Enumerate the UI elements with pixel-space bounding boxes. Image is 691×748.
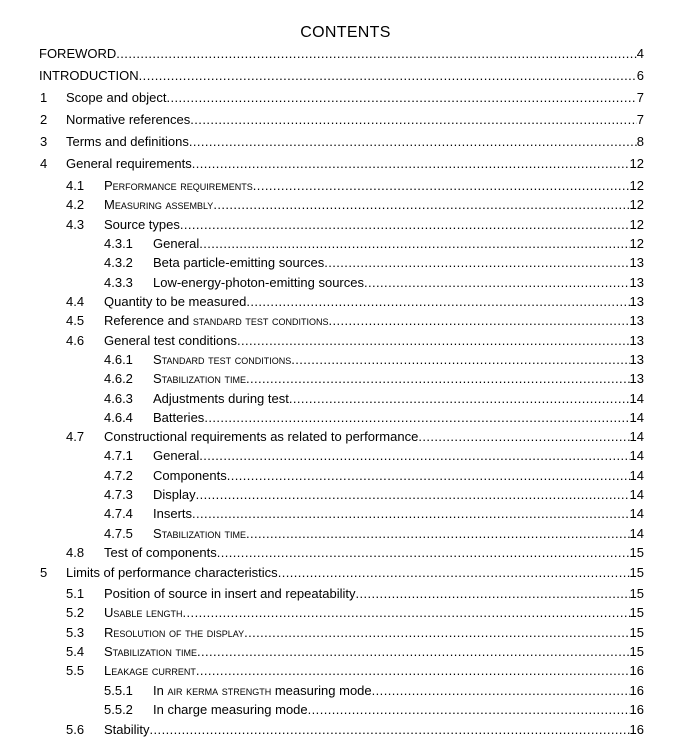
toc-entry[interactable] [104,699,644,717]
toc-entry[interactable] [66,660,644,678]
toc-entry-page-number: 14 [629,468,644,483]
dot-leader [244,625,629,640]
toc-entry[interactable] [66,194,644,212]
dot-leader [116,46,636,61]
toc-entry-label: Scope and object [66,90,167,105]
toc-entry-number: 4.7 [66,429,85,444]
toc-entry[interactable] [104,465,644,483]
toc-entry-label: Stabilization time [104,644,197,659]
toc-entry-number: 4.6.3 [104,391,133,406]
toc-entry-page-number: 12 [629,178,644,193]
dot-leader [372,683,630,698]
toc-entry-label: Batteries [153,410,205,425]
toc-entry-label: Display [153,487,196,502]
toc-entry-number: 5.1 [66,586,85,601]
toc-entry[interactable] [40,153,644,171]
toc-entry-number: 5.5.1 [104,683,133,698]
toc-entry-number: 3 [40,134,48,149]
toc-entry-number: 4.3.1 [104,236,133,251]
toc-entry-page-number: 13 [629,352,644,367]
toc-entry[interactable] [104,388,644,406]
toc-entry-number: 4.7.3 [104,487,133,502]
toc-entry-number: 4.6 [66,333,85,348]
toc-entry-label: Test of components [104,545,217,560]
toc-entry-page-number: 6 [636,68,644,83]
toc-entry-number: 5.2 [66,605,85,620]
toc-entry[interactable] [104,680,644,698]
toc-entry[interactable] [66,291,644,309]
toc-entry-page-number: 12 [629,236,644,251]
toc-entry-number: 4.7.4 [104,506,133,521]
dot-leader [197,644,630,659]
dot-leader [418,429,629,444]
toc-entry[interactable] [66,641,644,659]
toc-entry-label-part: In [153,683,168,698]
toc-entry[interactable] [104,368,644,386]
toc-entry[interactable] [104,445,644,463]
toc-entry[interactable] [104,523,644,541]
toc-entry-page-number: 8 [636,134,644,149]
toc-entry-number: 4 [40,156,48,171]
toc-entry-page-number: 15 [629,545,644,560]
toc-entry[interactable] [66,310,644,328]
toc-entry-number: 5 [40,565,48,580]
toc-entry[interactable] [40,87,644,105]
toc-entry-page-number: 7 [636,112,644,127]
toc-entry[interactable] [104,407,644,425]
toc-entry[interactable] [66,542,644,560]
toc-entry-number: 4.8 [66,545,85,560]
toc-entry-label: Resolution of the display [104,625,245,640]
toc-entry-label: Normative references [66,112,191,127]
toc-entry-label [104,313,328,328]
toc-entry-number: 2 [40,112,48,127]
toc-entry-label: Stabilization time [153,371,246,386]
toc-entry[interactable] [104,252,644,270]
dot-leader [196,487,630,502]
dot-leader [190,112,636,127]
toc-entry-page-number: 14 [629,391,644,406]
toc-entry-label-part: measuring mode [271,683,372,698]
dot-leader [150,722,630,737]
toc-entry[interactable] [104,349,644,367]
toc-entry-page-number: 15 [629,565,644,580]
toc-entry-page-number: 13 [629,333,644,348]
dot-leader [289,391,630,406]
toc-entry-label: Performance requirements [104,178,253,193]
toc-entry-page-number: 4 [636,46,644,61]
toc-entry-label-part: air kerma strength [167,683,272,698]
toc-entry[interactable] [66,330,644,348]
toc-entry-number: 4.2 [66,197,85,212]
toc-entry-number: 1 [40,90,48,105]
toc-entry-label: Components [153,468,227,483]
toc-entry[interactable] [104,233,644,251]
toc-entry-page-number: 15 [629,644,644,659]
dot-leader [291,352,629,367]
dot-leader [217,545,630,560]
dot-leader [355,586,629,601]
toc-entry-label: Source types [104,217,180,232]
toc-entry[interactable] [104,484,644,502]
dot-leader [246,294,629,309]
toc-entry-page-number: 14 [629,429,644,444]
toc-entry-page-number: 13 [629,275,644,290]
dot-leader [192,156,630,171]
toc-entry-label: Limits of performance characteristics [66,565,278,580]
dot-leader [189,134,637,149]
dot-leader [166,90,636,105]
toc-entry-page-number: 14 [629,487,644,502]
dot-leader [253,178,630,193]
toc-entry-number: 4.4 [66,294,85,309]
toc-entry-page-number: 13 [629,294,644,309]
toc-entry-page-number: 12 [629,217,644,232]
toc-entry-label: General [153,236,200,251]
toc-entry[interactable] [66,622,644,640]
toc-entry-label: Measuring assembly [104,197,214,212]
toc-entry-page-number: 14 [629,410,644,425]
toc-entry[interactable] [39,65,644,83]
toc-entry-number: 4.3.3 [104,275,133,290]
toc-entry-label: INTRODUCTION [39,68,139,83]
dot-leader [246,371,630,386]
toc-entry-number: 4.5 [66,313,85,328]
toc-entry-page-number: 16 [629,663,644,678]
toc-entry-page-number: 13 [629,313,644,328]
toc-entry-page-number: 16 [629,722,644,737]
toc-entry-page-number: 15 [629,605,644,620]
dot-leader [196,663,630,678]
toc-entry[interactable] [40,562,644,580]
toc-entry[interactable] [66,426,644,444]
toc-entry-number: 5.5 [66,663,85,678]
toc-entry-page-number: 7 [636,90,644,105]
toc-entry-page-number: 14 [629,448,644,463]
toc-entry-page-number: 13 [629,255,644,270]
toc-entry-number: 5.3 [66,625,85,640]
dot-leader [278,565,630,580]
toc-entry[interactable] [39,43,644,61]
dot-leader [213,197,629,212]
toc-entry-page-number: 12 [629,156,644,171]
dot-leader [180,217,630,232]
toc-entry-label-part: Reference and [104,313,193,328]
toc-entry-page-number: 16 [629,702,644,717]
toc-entry[interactable] [104,272,644,290]
dot-leader [246,526,630,541]
toc-entry-label: Terms and definitions [66,134,189,149]
toc-entry-label: Quantity to be measured [104,294,247,309]
toc-entry[interactable] [40,109,644,127]
dot-leader [199,448,629,463]
dot-leader [192,506,630,521]
dot-leader [204,410,629,425]
toc-entry-page-number: 15 [629,625,644,640]
toc-entry-number: 4.6.4 [104,410,133,425]
toc-entry-page-number: 13 [629,371,644,386]
toc-entry-label: Stabilization time [153,526,246,541]
toc-entry-label [153,683,372,698]
dot-leader [139,68,637,83]
toc-entry-number: 4.6.2 [104,371,133,386]
toc-entry-number: 4.7.5 [104,526,133,541]
toc-entry-label: General test conditions [104,333,237,348]
toc-entry[interactable] [40,131,644,149]
toc-entry-number: 5.4 [66,644,85,659]
toc-entry[interactable] [66,719,644,737]
toc-entry-page-number: 16 [629,683,644,698]
toc-entry-label-part: standard test conditions [192,313,329,328]
toc-entry-number: 4.3 [66,217,85,232]
toc-entry-page-number: 15 [629,586,644,601]
toc-entry-number: 4.7.2 [104,468,133,483]
dot-leader [328,313,629,328]
toc-entry-page-number: 12 [629,197,644,212]
toc-entry-number: 4.1 [66,178,85,193]
toc-entry-label: General [153,448,200,463]
page-title: CONTENTS [300,24,391,41]
dot-leader [183,605,630,620]
toc-entry-label: Beta particle-emitting sources [153,255,325,270]
dot-leader [308,702,630,717]
dot-leader [364,275,630,290]
toc-entry-number: 4.3.2 [104,255,133,270]
toc-entry-number: 4.6.1 [104,352,133,367]
toc-entry[interactable] [66,214,644,232]
toc-entry-label: Inserts [153,506,193,521]
dot-leader [237,333,630,348]
dot-leader [227,468,630,483]
toc-entry-page-number: 14 [629,506,644,521]
toc-entry-label: In charge measuring mode [153,702,308,717]
toc-entry-number: 5.6 [66,722,85,737]
toc-entry-label: Constructional requirements as related to performance [104,429,419,444]
toc-entry[interactable] [66,175,644,193]
dot-leader [199,236,629,251]
toc-entry-number: 5.5.2 [104,702,133,717]
toc-entry-label: Low-energy-photon-emitting sources [153,275,364,290]
toc-entry[interactable] [66,602,644,620]
toc-entry-number: 4.7.1 [104,448,133,463]
toc-entry-label: Usable length [104,605,183,620]
toc-entry-label: FOREWORD [39,46,117,61]
toc-entry-label: Position of source in insert and repeatability [104,586,356,601]
toc-entry[interactable] [104,503,644,521]
toc-entry-label: Stability [104,722,150,737]
toc-entry-label: General requirements [66,156,192,171]
dot-leader [324,255,629,270]
toc-entry-label: Standard test conditions [153,352,292,367]
toc-entry-page-number: 14 [629,526,644,541]
toc-entry[interactable] [66,583,644,601]
toc-entry-label: Leakage current [104,663,196,678]
toc-entry-label: Adjustments during test [153,391,289,406]
